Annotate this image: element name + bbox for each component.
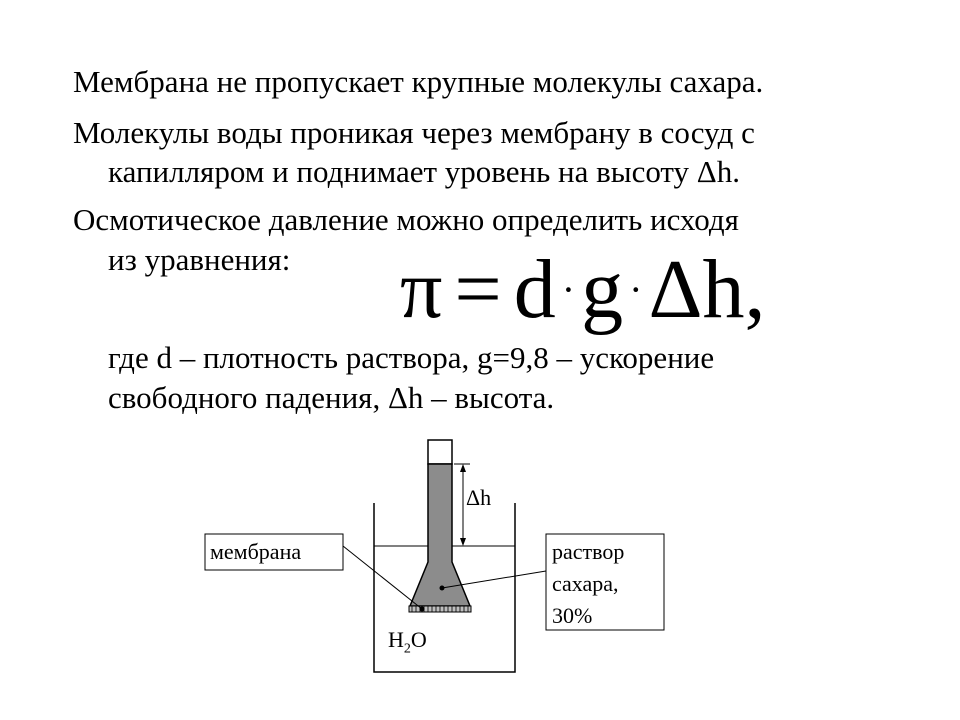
water-subscript: 2 — [403, 641, 411, 657]
formula-pi: π — [400, 243, 443, 336]
solution-label-line-2: сахара, — [552, 571, 619, 596]
membrane-pointer — [343, 546, 422, 609]
formula-delta-h: Δh, — [648, 243, 766, 336]
delta-h-label: Δh — [466, 485, 492, 510]
water-label — [388, 626, 427, 663]
text-water-molecules: Молекулы воды проникая через мембрану в сосуд с — [73, 115, 755, 150]
water-o: O — [410, 627, 427, 652]
text-membrane-blocks: Мембрана не пропускает крупные молекулы сахара. — [73, 64, 764, 99]
capillary-empty — [428, 440, 452, 464]
formula-dot-1: · — [561, 266, 576, 312]
formula-dot-2: · — [629, 266, 643, 312]
delta-h-arrow-up — [460, 464, 466, 472]
formula-g: g — [581, 243, 624, 336]
text-water-molecules-cont: капилляром и поднимает уровень на высоту Δh. — [108, 154, 740, 189]
text-where-d: где d – плотность раствора, g=9,8 – ускорение — [108, 340, 715, 375]
formula-equals: = — [454, 243, 502, 336]
formula-d: d — [513, 243, 556, 336]
text-osmotic-pressure-cont: из уравнения: — [108, 242, 291, 277]
solution-pointer-dot — [440, 586, 445, 591]
solution-label-line-3: 30% — [552, 603, 593, 628]
solution-label-line-1: раствор — [552, 539, 625, 564]
membrane-label: мембрана — [210, 539, 302, 564]
text-osmotic-pressure: Осмотическое давление можно определить исходя — [73, 202, 739, 237]
delta-h-arrow-down — [460, 538, 466, 546]
text-where-d-cont: свободного падения, Δh – высота. — [108, 380, 555, 415]
membrane-pointer-dot — [420, 607, 425, 612]
water-h: H — [388, 627, 404, 652]
